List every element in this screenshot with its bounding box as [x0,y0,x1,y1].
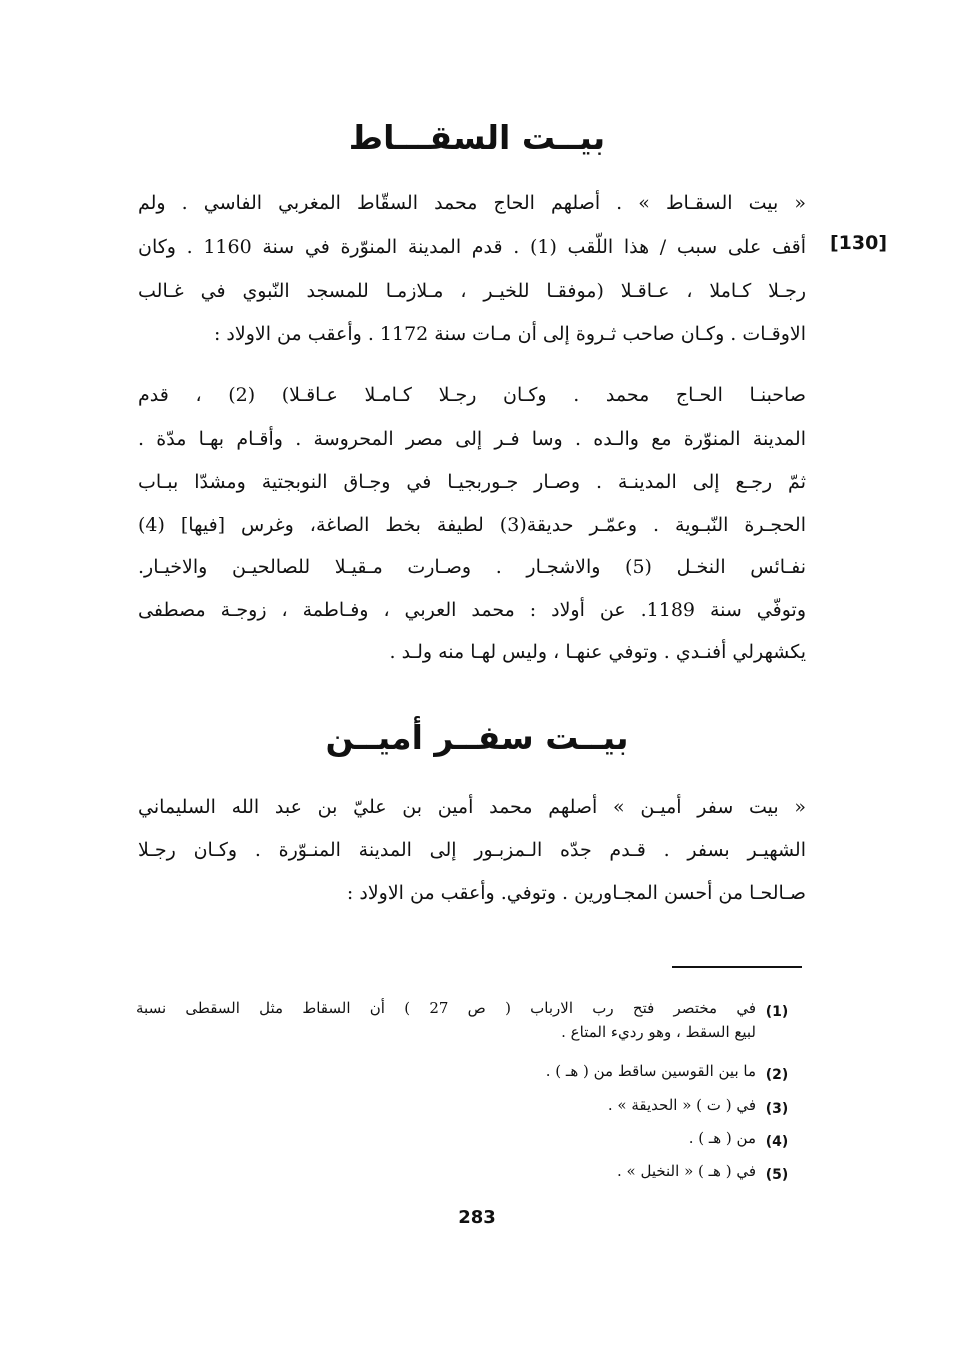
footnote-number: (1) [765,1004,789,1020]
text-line: « بيت سفر أميـن » أصلهم محمد أمين بن عليّ بن عبد الله السليماني [138,796,806,818]
text-line: نفـائس النخـل (5) والاشجـار . وصـارت مـقيـلا للصالحيـن والاخيـار. [138,556,806,578]
text-line: يكشهرلي أفنـدي . وتوفي عنهـا ، وليس لهـا منه ولـد . [389,641,806,663]
footnote-text: من ( هـ ) . [688,1129,756,1147]
text-line: وتوفّي سنة 1189. عن أولاد : محمد العربي ، وفـاطمة ، زوجـة مصطفى [138,599,806,621]
section-heading-safar-amin: بيــت سفــر أميــن [325,718,629,757]
footnote-divider [672,966,802,968]
text-line: الاوقـات . وكـان صاحب ثـروة إلى أن مـات سنة 1172 . وأعقب من الاولاد : [213,323,806,345]
page-number: 283 [458,1207,496,1228]
footnote-text: ما بين القوسين ساقط من ( هـ ) . [545,1062,756,1080]
footnote-text: في مختصر فتح رب الارباب ( ص 27 ) أن السقاط مثل السقطى نسبة [136,999,756,1017]
footnote-text: لبيع السقط ، وهو رديء المتاع . [561,1023,756,1041]
footnote-number: (5) [765,1167,789,1183]
footnote-number: (2) [765,1067,789,1083]
text-line: « بيت السقـاط » . أصلهم الحاج محمد السقّاط المغربي الفاسي . ولم [138,192,806,214]
text-line: أقف على سبب / هذا اللّقب (1) . قدم المدينة المنوّرة في سنة 1160 . وكان [138,236,806,258]
text-line: المدينة المنوّرة مع والـده . وسا فـر إلى مصر المحروسة . وأقـام بهـا مدّة . [138,428,806,450]
text-line: الحجـرة النّبـوية . وعمّـر حديقة(3) لطيفة بخط الصاغة، وغرس [فيها] (4) [138,514,806,536]
text-line: صاحبنـا الحـاج محمد . وكـان رجـلا كـامـلا عـاقـلا) (2) ، قدم [138,384,806,406]
footnote-text: في ( هـ ) « النخيل » . [616,1162,756,1180]
footnote-text: في ( ت ) « الحديقة » . [607,1096,756,1114]
text-line: الشهيـر بسفر . قـدم جدّه الـمزبـور إلى المدينة المنـوّرة . وكـان رجـلا [138,839,806,861]
section-heading-saqqat: بيــت السقـــاط [348,118,606,157]
footnote-number: (3) [765,1101,789,1117]
footnote-number: (4) [765,1134,789,1150]
text-line: ثمّ رجـع إلى المدينـة . وصـار جـوربجيـا في وجـاق النوبجتية ومشدّا ببـاب [138,471,806,493]
marginal-manuscript-ref: [130] [830,232,888,254]
text-line: صـالحـا من أحسن المجـاورين . وتوفي. وأعقب من الاولاد : [346,882,806,904]
text-line: رجـلا كـاملا ، عـاقـلا (موفقـا للخيـر ، مـلازمـا للمسجد النّبوي في غـالب [138,280,806,302]
